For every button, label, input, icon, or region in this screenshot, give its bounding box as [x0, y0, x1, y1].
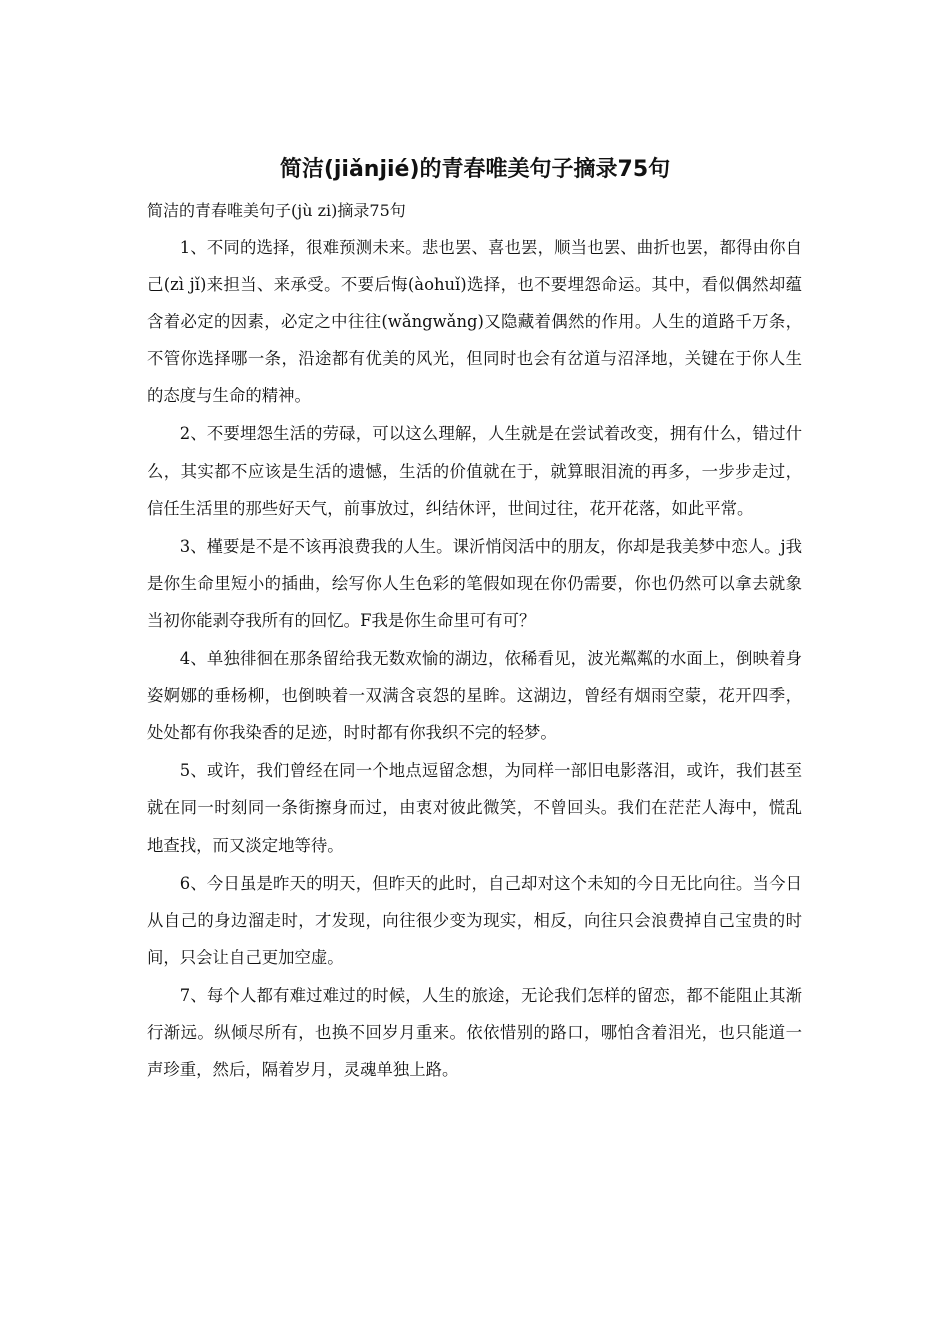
paragraph-2: 2、不要埋怨生活的劳碌，可以这么理解，人生就是在尝试着改变，拥有什么，错过什么，其实都不应该是生活的遗憾，生活的价值就在于，就算眼泪流的再多，一步步走过，信任生活里的那些好天气，前事放过，纠结休评，世间过往，花开花落，如此平常。 — [147, 424, 802, 518]
paragraph-7: 7、每个人都有难过难过的时候，人生的旅途，无论我们怎样的留恋，都不能阻止其渐行渐远。纵倾尽所有，也换不回岁月重来。依依惜别的路口，哪怕含着泪光，也只能道一声珍重，然后，隔着岁月，灵魂单独上路。 — [147, 985, 802, 1080]
paragraph-3: 3、槿要是不是不该再浪费我的人生。课沂悄闵活中的朋友，你却是我美梦中恋人。j我是你生命里短小的插曲，绘写你人生色彩的笔假如现在你仍需要，你也仍然可以拿去就象当初你能剥夺我所有的回忆。F我是你生命里可有可？ — [147, 536, 802, 630]
document-subtitle: 简洁的青春唯美句子(jù zi)摘录75句 — [147, 201, 406, 220]
paragraph-4: 4、单独徘徊在那条留给我无数欢愉的湖边，依稀看见，波光粼粼的水面上，倒映着身姿婀娜的垂杨柳，也倒映着一双满含哀怨的星眸。这湖边，曾经有烟雨空蒙，花开四季，处处都有你我染香的足迹，时时都有你我织不完的轻梦。 — [147, 649, 802, 743]
paragraph-5: 5、或许，我们曾经在同一个地点逗留念想，为同样一部旧电影落泪，或许，我们甚至就在同一时刻同一条街擦身而过，由衷对彼此微笑，不曾回头。我们在茫茫人海中，慌乱地查找，而又淡定地等待。 — [147, 761, 802, 855]
document-title: 简洁(jiǎnjié)的青春唯美句子摘录75句 — [279, 157, 671, 182]
paragraph-1: 1、不同的选择，很难预测未来。悲也罢、喜也罢，顺当也罢、曲折也罢，都得由你自己(zì jǐ)来担当、来承受。不要后悔(àohuǐ)选择，也不要埋怨命运。其中，看似偶然却蕴含着必定的因素，必定之中往往(wǎngwǎng)又隐藏着偶然的作用。人生的道路千万条，不管你选择哪一条，沿途都有优美的风光，但同时也会有岔道与沼泽地，关键在于你人生的态度与生命的精神。 — [147, 238, 802, 406]
document-body — [147, 229, 802, 1089]
paragraph-6: 6、今日虽是昨天的明天，但昨天的此时，自己却对这个未知的今日无比向往。当今日从自己的身边溜走时，才发现，向往很少变为现实，相反，向往只会浪费掉自己宝贵的时间，只会让自己更加空虚。 — [147, 873, 802, 967]
